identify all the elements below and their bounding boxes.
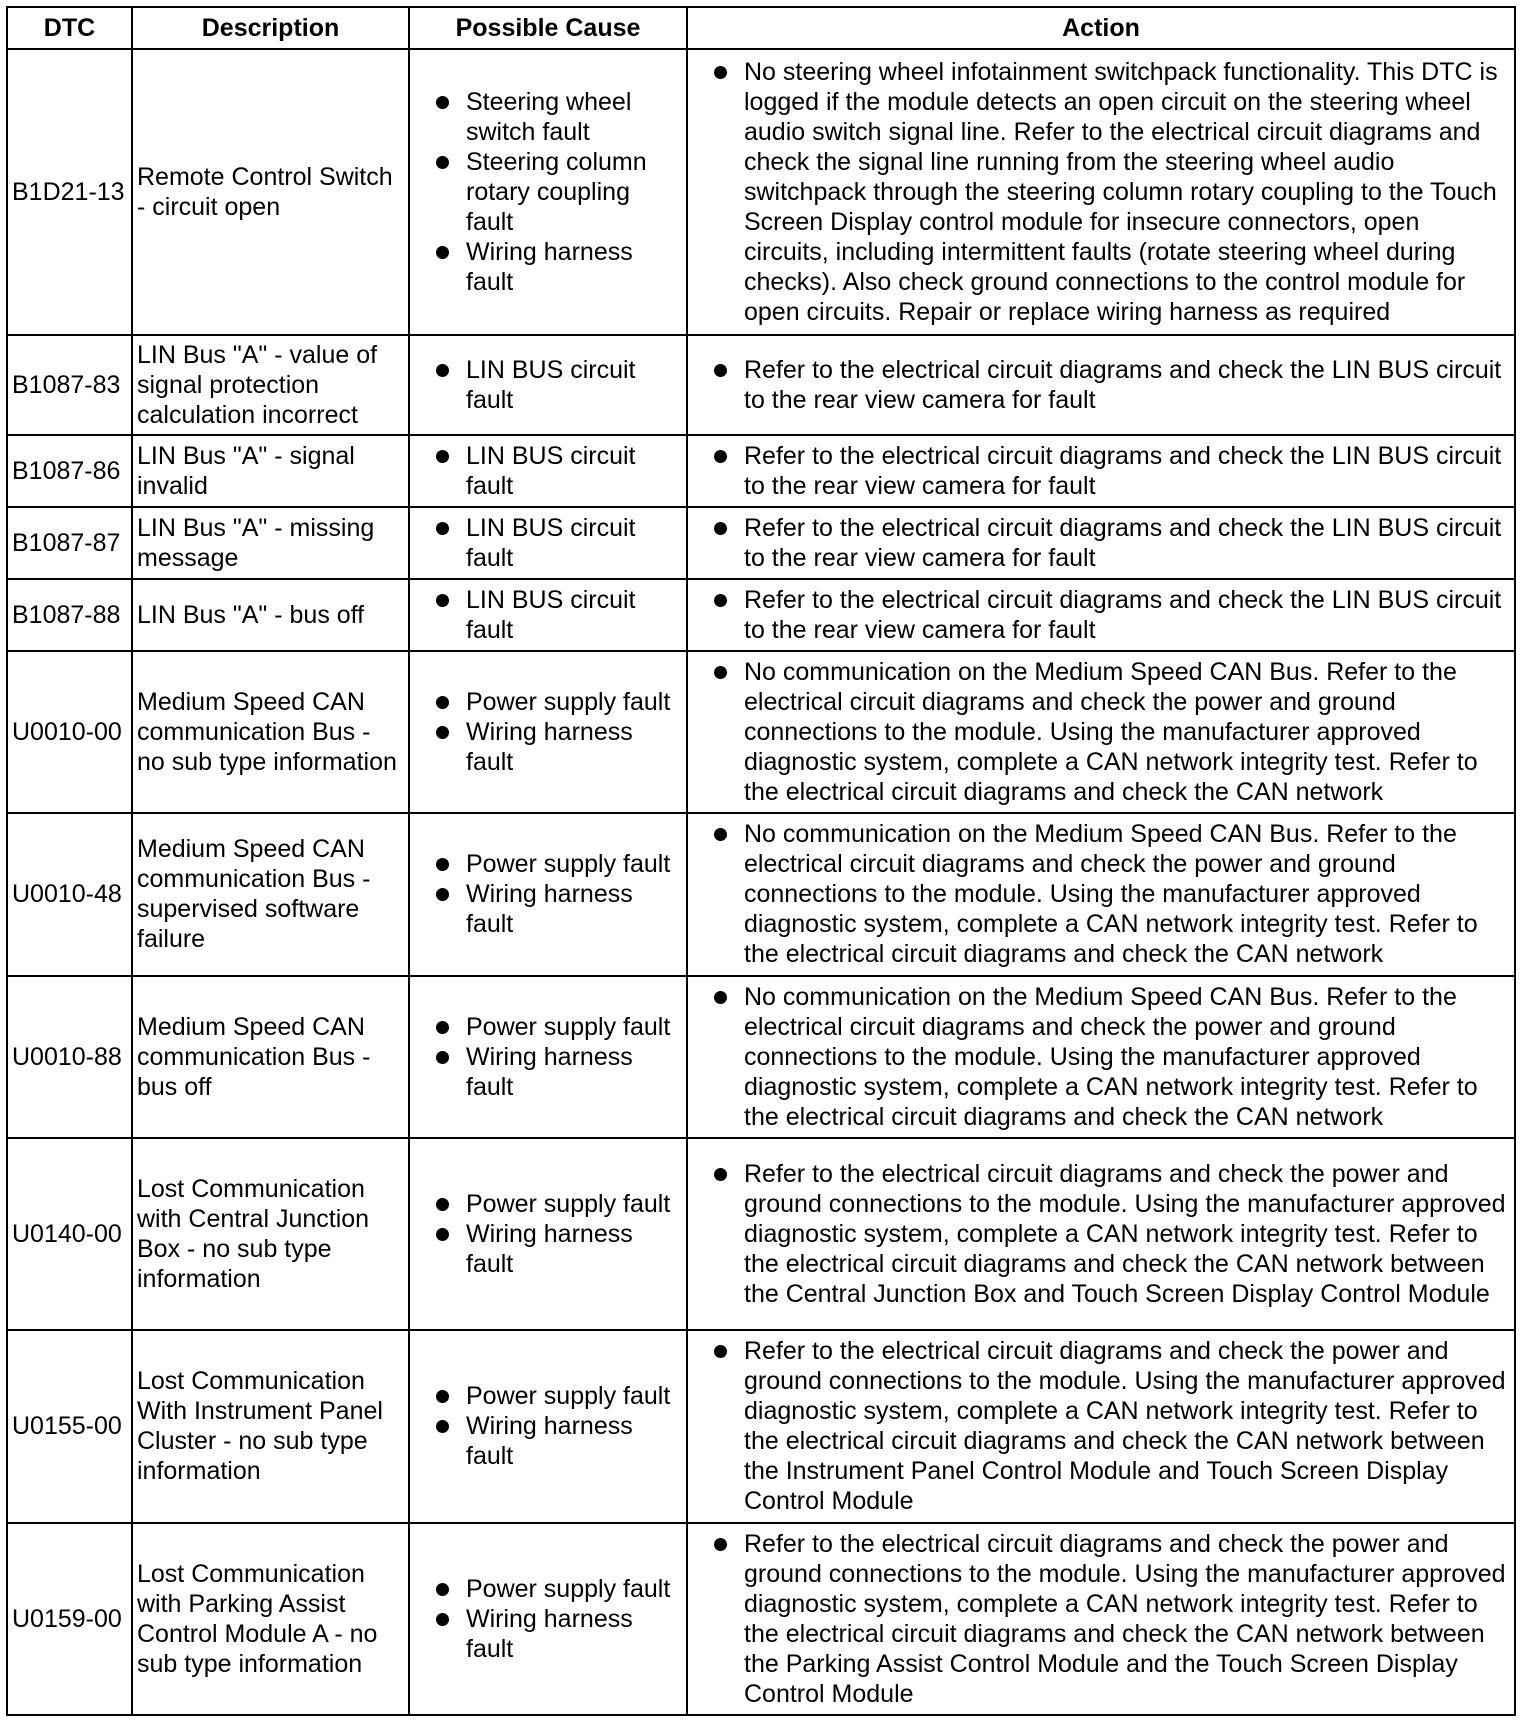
action-list: [692, 57, 1510, 327]
possible-cause-list: [414, 849, 682, 939]
action-text: No communication on the Medium Speed CAN Bus. Refer to the electrical circuit diagrams and check the power and ground connections to the module. Using the manufacturer approved diagnostic system, complete a CAN network integrity test. Refer to the electrical circuit diagrams and check the CAN network: [744, 658, 1478, 807]
possible-cause-text: LIN BUS circuit fault: [466, 355, 636, 414]
possible-cause-item: [414, 147, 682, 237]
possible-cause-text: Wiring harness fault: [466, 1042, 633, 1101]
dtc-description: Lost Communication with Parking Assist Control Module A - no sub type information: [132, 1523, 409, 1715]
possible-cause-item: [414, 585, 682, 645]
possible-cause-cell: [409, 579, 687, 651]
action-cell: [687, 976, 1515, 1138]
possible-cause-text: Wiring harness fault: [466, 718, 633, 777]
action-list: [692, 1159, 1510, 1309]
bullet-icon: [436, 364, 449, 377]
bullet-icon: [714, 1168, 727, 1181]
action-cell: [687, 507, 1515, 579]
action-item: [692, 657, 1510, 807]
dtc-code: U0155-00: [7, 1330, 132, 1522]
action-list: [692, 513, 1510, 573]
possible-cause-item: [414, 1381, 682, 1411]
dtc-code: B1087-83: [7, 335, 132, 435]
possible-cause-item: [414, 1574, 682, 1604]
possible-cause-item: [414, 1042, 682, 1102]
action-text: No communication on the Medium Speed CAN Bus. Refer to the electrical circuit diagrams and check the power and ground connections to the module. Using the manufacturer approved diagnostic system, complete a CAN network integrity test. Refer to the electrical circuit diagrams and check the CAN network: [744, 820, 1478, 969]
action-cell: [687, 1330, 1515, 1522]
table-row: [7, 435, 1515, 507]
possible-cause-text: Power supply fault: [466, 688, 671, 717]
table-row: [7, 579, 1515, 651]
bullet-icon: [436, 594, 449, 607]
dtc-description: LIN Bus "A" - bus off: [132, 579, 409, 651]
bullet-icon: [714, 450, 727, 463]
bullet-icon: [436, 1051, 449, 1064]
action-item: [692, 513, 1510, 573]
possible-cause-cell: [409, 507, 687, 579]
possible-cause-text: Power supply fault: [466, 1012, 671, 1041]
possible-cause-list: [414, 513, 682, 573]
possible-cause-item: [414, 1411, 682, 1471]
possible-cause-list: [414, 87, 682, 297]
possible-cause-text: Power supply fault: [466, 850, 671, 879]
bullet-icon: [436, 246, 449, 259]
action-item: [692, 585, 1510, 645]
dtc-description: LIN Bus "A" - missing message: [132, 507, 409, 579]
possible-cause-item: [414, 1219, 682, 1279]
possible-cause-text: Power supply fault: [466, 1574, 671, 1603]
action-list: [692, 657, 1510, 807]
table-row: [7, 976, 1515, 1138]
bullet-icon: [436, 96, 449, 109]
action-cell: [687, 1523, 1515, 1715]
bullet-icon: [714, 828, 727, 841]
table-row: [7, 651, 1515, 813]
bullet-icon: [436, 156, 449, 169]
action-list: [692, 441, 1510, 501]
action-text: Refer to the electrical circuit diagrams and check the LIN BUS circuit to the rear view camera for fault: [744, 585, 1502, 644]
bullet-icon: [714, 594, 727, 607]
action-cell: [687, 1138, 1515, 1330]
table-row: [7, 1138, 1515, 1330]
bullet-icon: [714, 666, 727, 679]
action-item: [692, 1336, 1510, 1516]
action-item: [692, 819, 1510, 969]
bullet-icon: [436, 726, 449, 739]
possible-cause-list: [414, 1012, 682, 1102]
table-header-row: [7, 7, 1515, 49]
possible-cause-cell: [409, 49, 687, 335]
bullet-icon: [436, 1228, 449, 1241]
action-text: No communication on the Medium Speed CAN Bus. Refer to the electrical circuit diagrams and check the power and ground connections to the module. Using the manufacturer approved diagnostic system, complete a CAN network integrity test. Refer to the electrical circuit diagrams and check the CAN network: [744, 982, 1478, 1131]
possible-cause-cell: [409, 435, 687, 507]
possible-cause-text: LIN BUS circuit fault: [466, 441, 636, 500]
bullet-icon: [714, 1345, 727, 1358]
dtc-code: B1087-87: [7, 507, 132, 579]
action-item: [692, 1529, 1510, 1709]
bullet-icon: [714, 1538, 727, 1551]
possible-cause-list: [414, 1381, 682, 1471]
action-item: [692, 441, 1510, 501]
possible-cause-item: [414, 717, 682, 777]
bullet-icon: [436, 1613, 449, 1626]
action-item: [692, 57, 1510, 327]
dtc-description: Remote Control Switch - circuit open: [132, 49, 409, 335]
dtc-code: U0159-00: [7, 1523, 132, 1715]
table-row: [7, 1523, 1515, 1715]
dtc-code: U0010-00: [7, 651, 132, 813]
possible-cause-item: [414, 849, 682, 879]
bullet-icon: [436, 1198, 449, 1211]
possible-cause-list: [414, 687, 682, 777]
action-text: Refer to the electrical circuit diagrams and check the power and ground connections to the module. Using the manufacturer approved diagnostic system, complete a CAN network integrity test. Refer to the electrical circuit diagrams and check the CAN network between the Instrument Panel Control Module and Touch Screen Display Control Module: [744, 1337, 1506, 1516]
table-body: [7, 49, 1515, 1715]
table-row: [7, 507, 1515, 579]
bullet-icon: [436, 858, 449, 871]
possible-cause-cell: [409, 1523, 687, 1715]
dtc-description: Medium Speed CAN communication Bus - supervised software failure: [132, 813, 409, 975]
dtc-description: Medium Speed CAN communication Bus - no sub type information: [132, 651, 409, 813]
dtc-code: B1D21-13: [7, 49, 132, 335]
action-item: [692, 355, 1510, 415]
possible-cause-list: [414, 585, 682, 645]
bullet-icon: [436, 1420, 449, 1433]
possible-cause-text: Wiring harness fault: [466, 880, 633, 939]
possible-cause-cell: [409, 976, 687, 1138]
action-cell: [687, 335, 1515, 435]
dtc-code: U0140-00: [7, 1138, 132, 1330]
bullet-icon: [436, 1583, 449, 1596]
dtc-description: LIN Bus "A" - signal invalid: [132, 435, 409, 507]
action-list: [692, 585, 1510, 645]
bullet-icon: [436, 1390, 449, 1403]
bullet-icon: [714, 991, 727, 1004]
header-dtc: DTC: [7, 7, 132, 49]
table-row: [7, 813, 1515, 975]
possible-cause-cell: [409, 651, 687, 813]
bullet-icon: [436, 450, 449, 463]
possible-cause-item: [414, 1604, 682, 1664]
action-text: Refer to the electrical circuit diagrams and check the LIN BUS circuit to the rear view camera for fault: [744, 441, 1502, 500]
possible-cause-item: [414, 687, 682, 717]
possible-cause-item: [414, 1189, 682, 1219]
action-list: [692, 982, 1510, 1132]
action-list: [692, 819, 1510, 969]
possible-cause-text: Steering wheel switch fault: [466, 87, 632, 146]
possible-cause-text: Wiring harness fault: [466, 237, 633, 296]
possible-cause-text: Steering column rotary coupling fault: [466, 147, 647, 236]
possible-cause-cell: [409, 335, 687, 435]
dtc-code: B1087-88: [7, 579, 132, 651]
action-cell: [687, 579, 1515, 651]
possible-cause-text: Wiring harness fault: [466, 1412, 633, 1471]
possible-cause-cell: [409, 1138, 687, 1330]
possible-cause-item: [414, 237, 682, 297]
bullet-icon: [714, 522, 727, 535]
action-cell: [687, 651, 1515, 813]
action-cell: [687, 435, 1515, 507]
dtc-description: LIN Bus "A" - value of signal protection calculation incorrect: [132, 335, 409, 435]
dtc-code: B1087-86: [7, 435, 132, 507]
bullet-icon: [714, 66, 727, 79]
bullet-icon: [436, 696, 449, 709]
possible-cause-item: [414, 355, 682, 415]
dtc-description: Lost Communication with Central Junction Box - no sub type information: [132, 1138, 409, 1330]
action-list: [692, 1529, 1510, 1709]
possible-cause-cell: [409, 813, 687, 975]
possible-cause-item: [414, 879, 682, 939]
bullet-icon: [436, 522, 449, 535]
table-row: [7, 49, 1515, 335]
action-cell: [687, 49, 1515, 335]
action-text: Refer to the electrical circuit diagrams and check the power and ground connections to the module. Using the manufacturer approved diagnostic system, complete a CAN network integrity test. Refer to the electrical circuit diagrams and check the CAN network between the Parking Assist Control Module and the Touch Screen Display Control Module: [744, 1529, 1506, 1708]
possible-cause-item: [414, 87, 682, 147]
possible-cause-item: [414, 441, 682, 501]
possible-cause-text: LIN BUS circuit fault: [466, 513, 636, 572]
action-item: [692, 1159, 1510, 1309]
possible-cause-text: Power supply fault: [466, 1382, 671, 1411]
dtc-description: Lost Communication With Instrument Panel Cluster - no sub type information: [132, 1330, 409, 1522]
bullet-icon: [436, 888, 449, 901]
bullet-icon: [436, 1021, 449, 1034]
possible-cause-text: LIN BUS circuit fault: [466, 585, 636, 644]
header-possible-cause: Possible Cause: [409, 7, 687, 49]
action-text: Refer to the electrical circuit diagrams and check the LIN BUS circuit to the rear view camera for fault: [744, 513, 1502, 572]
action-list: [692, 1336, 1510, 1516]
action-text: Refer to the electrical circuit diagrams and check the power and ground connections to the module. Using the manufacturer approved diagnostic system, complete a CAN network integrity test. Refer to the electrical circuit diagrams and check the CAN network between the Central Junction Box and Touch Screen Display Control Module: [744, 1160, 1506, 1309]
action-cell: [687, 813, 1515, 975]
dtc-description: Medium Speed CAN communication Bus -bus off: [132, 976, 409, 1138]
possible-cause-item: [414, 1012, 682, 1042]
dtc-code: U0010-88: [7, 976, 132, 1138]
header-action: Action: [687, 7, 1515, 49]
possible-cause-list: [414, 441, 682, 501]
possible-cause-list: [414, 1574, 682, 1664]
action-list: [692, 355, 1510, 415]
possible-cause-list: [414, 1189, 682, 1279]
possible-cause-cell: [409, 1330, 687, 1522]
possible-cause-item: [414, 513, 682, 573]
table-row: [7, 335, 1515, 435]
action-text: Refer to the electrical circuit diagrams and check the LIN BUS circuit to the rear view camera for fault: [744, 355, 1502, 414]
header-description: Description: [132, 7, 409, 49]
possible-cause-text: Power supply fault: [466, 1190, 671, 1219]
dtc-code: U0010-48: [7, 813, 132, 975]
dtc-table: [6, 6, 1516, 1716]
possible-cause-text: Wiring harness fault: [466, 1220, 633, 1279]
possible-cause-list: [414, 355, 682, 415]
action-item: [692, 982, 1510, 1132]
action-text: No steering wheel infotainment switchpack functionality. This DTC is logged if the module detects an open circuit on the steering wheel audio switch signal line. Refer to the electrical circuit diagrams and check the signal line running from the steering wheel audio switchpack through the steering column rotary coupling to the Touch Screen Display control module for insecure connectors, open circuits, including intermittent faults (rotate steering wheel during checks). Also check ground connections to the control module for open circuits. Repair or replace wiring harness as required: [744, 57, 1498, 326]
possible-cause-text: Wiring harness fault: [466, 1604, 633, 1663]
table-row: [7, 1330, 1515, 1522]
bullet-icon: [714, 364, 727, 377]
